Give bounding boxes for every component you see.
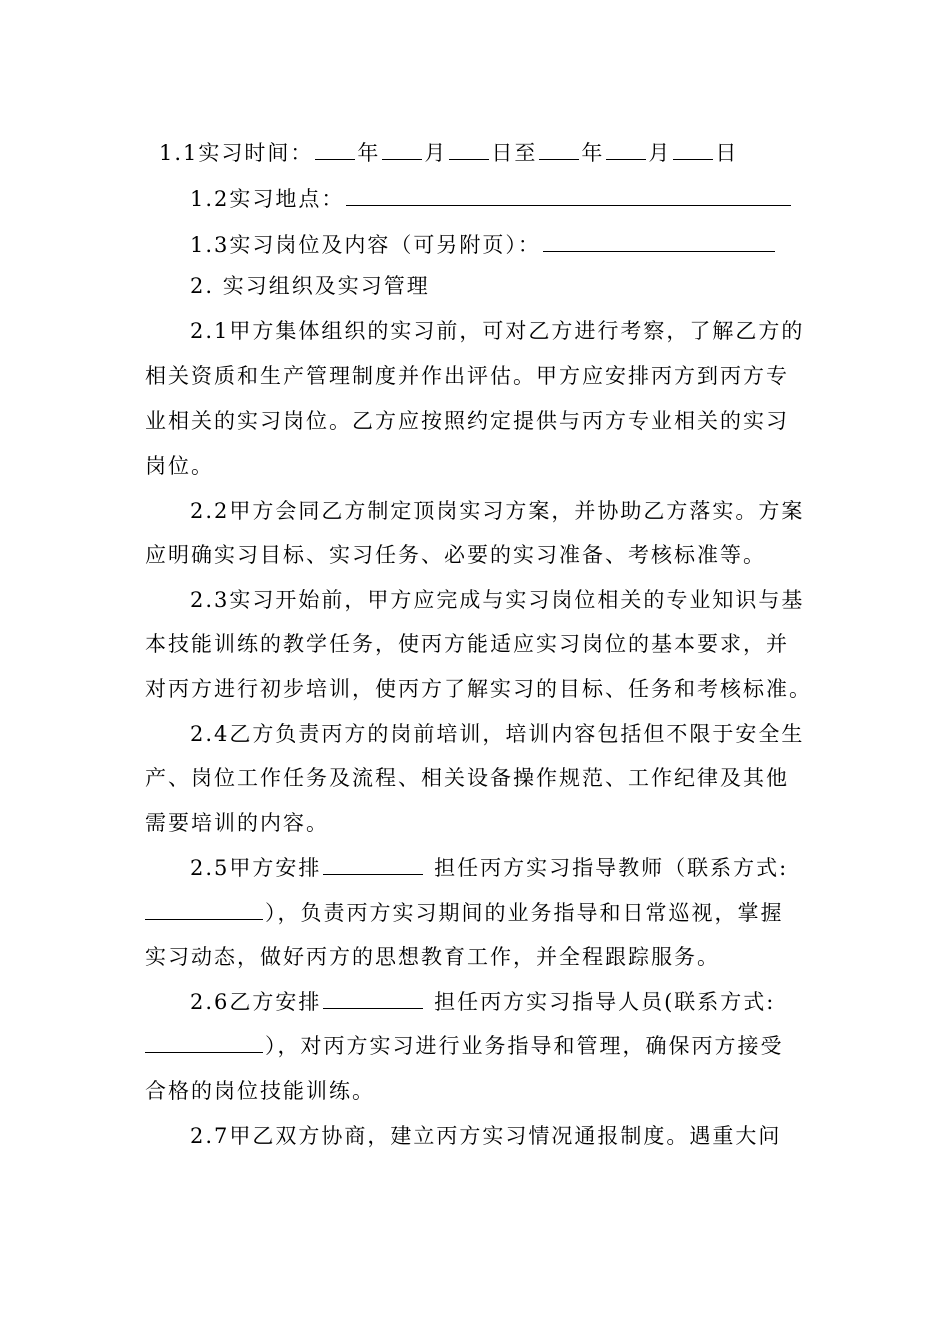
section-2-3-line: 对丙方进行初步培训，使丙方了解实习的目标、任务和考核标准。 [145,677,812,701]
section-2-4-line: 2.4乙方负责丙方的岗前培训，培训内容包括但不限于安全生 [190,722,805,746]
end-month-blank[interactable] [606,137,646,160]
section-2-6-suffix: 担任丙方实习指导人员(联系方式: [434,990,776,1014]
end-year-unit: 年 [581,141,605,165]
teacher-contact-blank[interactable] [145,897,263,920]
section-2-2-line: 应明确实习目标、实习任务、必要的实习准备、考核标准等。 [145,543,766,567]
section-2-5-prefix: 2.5甲方安排 [190,856,322,880]
section-2-5-line [145,850,860,886]
section-2-4-line: 需要培训的内容。 [145,811,329,835]
section-2-5-suffix: 担任丙方实习指导教师（联系方式: [434,856,789,880]
end-day-unit: 日 [715,141,739,165]
guidance-staff-blank[interactable] [323,986,423,1009]
guidance-teacher-blank[interactable] [323,852,423,875]
section-2-6-line [145,1028,815,1064]
end-day-blank[interactable] [673,137,713,160]
section-2-1-line: 岗位。 [145,454,214,478]
section-2-6-prefix: 2.6乙方安排 [190,990,322,1014]
location-blank[interactable] [346,183,791,206]
start-year-blank[interactable] [315,137,355,160]
section-2-6-line [145,984,860,1020]
section-1-3-position-content [145,227,860,263]
section-2-5-line2: ），负责丙方实习期间的业务指导和日常巡视，掌握 [265,901,784,925]
section-2-6-line: 合格的岗位技能训练。 [145,1079,375,1103]
start-month-blank[interactable] [382,137,422,160]
section-1-1-label: 1.1实习时间： [159,141,314,165]
end-year-blank[interactable] [539,137,579,160]
section-2-1-line: 2.1甲方集体组织的实习前，可对乙方进行考察，了解乙方的 [190,319,805,343]
section-2-2-line: 2.2甲方会同乙方制定顶岗实习方案，并协助乙方落实。方案 [190,499,805,523]
section-1-2-label: 1.2实习地点： [190,187,345,211]
start-month-unit: 月 [424,141,448,165]
section-2-5-line [145,895,815,931]
position-content-blank[interactable] [543,229,775,252]
staff-contact-blank[interactable] [145,1030,263,1053]
section-2-1-line: 业相关的实习岗位。乙方应按照约定提供与丙方专业相关的实习 [145,409,789,433]
section-2-5-line: 实习动态，做好丙方的思想教育工作，并全程跟踪服务。 [145,945,720,969]
end-month-unit: 月 [648,141,672,165]
section-2-heading: 2. 实习组织及实习管理 [190,274,430,298]
section-1-2-internship-location [145,181,860,217]
start-day-blank[interactable] [449,137,489,160]
section-2-4-line: 产、岗位工作任务及流程、相关设备操作规范、工作纪律及其他 [145,766,789,790]
section-2-7-line: 2.7甲乙双方协商，建立丙方实习情况通报制度。遇重大问 [190,1124,782,1148]
section-2-3-line: 2.3实习开始前，甲方应完成与实习岗位相关的专业知识与基 [190,588,805,612]
section-1-1-internship-period [145,135,829,171]
start-year-unit: 年 [357,141,381,165]
start-day-unit: 日至 [491,141,538,165]
section-1-3-label: 1.3实习岗位及内容（可另附页）： [190,233,541,257]
section-2-6-line2: ），对丙方实习进行业务指导和管理，确保丙方接受 [265,1034,784,1058]
section-2-1-line: 相关资质和生产管理制度并作出评估。甲方应安排丙方到丙方专 [145,364,789,388]
section-2-3-line: 本技能训练的教学任务，使丙方能适应实习岗位的基本要求，并 [145,632,789,656]
